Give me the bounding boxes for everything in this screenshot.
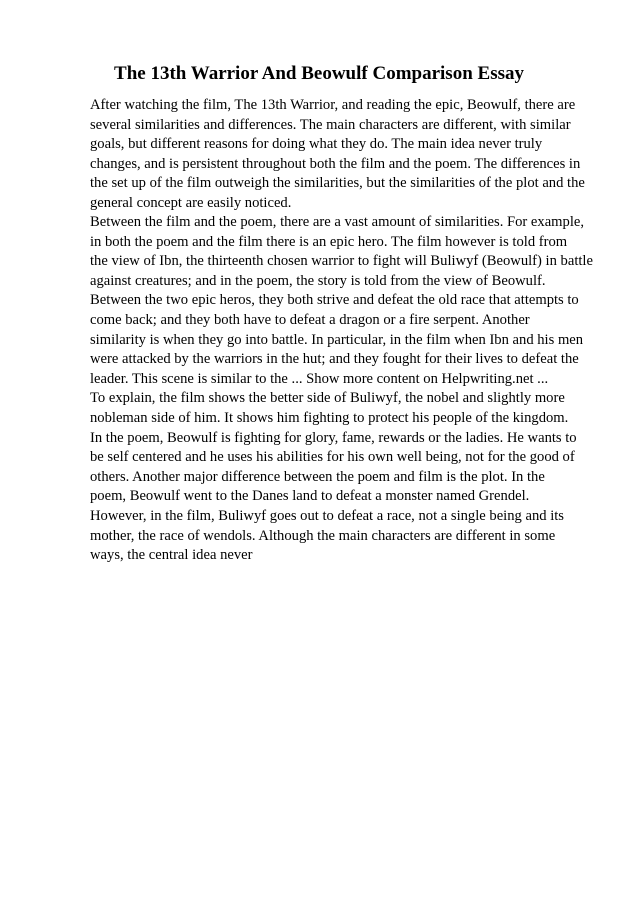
- document-title: The 13th Warrior And Beowulf Comparison Essay: [114, 63, 524, 84]
- text-line: the set up of the film outweigh the similarities, but the similarities of the plot and the: [90, 175, 585, 192]
- text-line: In the poem, Beowulf is fighting for glory, fame, rewards or the ladies. He wants to: [90, 429, 577, 446]
- text-line: goals, but different reasons for doing what they do. The main idea never truly: [90, 136, 543, 153]
- text-line: in both the poem and the film there is an epic hero. The film however is told from: [90, 233, 568, 250]
- text-line: were attacked by the warriors in the hut; and they fought for their lives to defeat the: [90, 351, 579, 368]
- text-line: To explain, the film shows the better side of Buliwyf, the nobel and slightly more: [90, 390, 565, 407]
- text-line: against creatures; and in the poem, the story is told from the view of Beowulf.: [90, 272, 546, 289]
- paragraph-comparison: [90, 213, 610, 566]
- text-line: mother, the race of wendols. Although the main characters are different in some: [90, 527, 556, 544]
- text-line: poem, Beowulf went to the Danes land to defeat a monster named Grendel.: [90, 488, 530, 505]
- text-line: several similarities and differences. The main characters are different, with similar: [90, 116, 571, 133]
- text-line: similarity is when they go into battle. In particular, in the film when Ibn and his men: [90, 331, 584, 348]
- paragraph-intro: [90, 96, 610, 214]
- text-line: After watching the film, The 13th Warrior, and reading the epic, Beowulf, there are: [90, 97, 576, 113]
- text-line: be self centered and he uses his abilities for his own well being, not for the good of: [90, 449, 575, 466]
- text-line: Between the film and the poem, there are a vast amount of similarities. For example,: [90, 214, 585, 230]
- text-line: others. Another major difference between the poem and film is the plot. In the: [90, 468, 545, 485]
- text-line: changes, and is persistent throughout both the film and the poem. The differences in: [90, 155, 581, 172]
- text-line: ways, the central idea never: [90, 547, 253, 564]
- text-line: come back; and they both have to defeat a dragon or a fire serpent. Another: [90, 311, 530, 328]
- text-line: nobleman side of him. It shows him fighting to protect his people of the kingdom.: [90, 409, 569, 426]
- text-line: Between the two epic heros, they both strive and defeat the old race that attempts to: [90, 292, 579, 309]
- text-line: leader. This scene is similar to the ... Show more content on Helpwriting.net ...: [90, 370, 549, 387]
- text-line: the view of Ibn, the thirteenth chosen warrior to fight will Buliwyf (Beowulf) in battle: [90, 253, 593, 270]
- text-line: general concept are easily noticed.: [90, 194, 292, 211]
- text-line: However, in the film, Buliwyf goes out to defeat a race, not a single being and its: [90, 507, 564, 524]
